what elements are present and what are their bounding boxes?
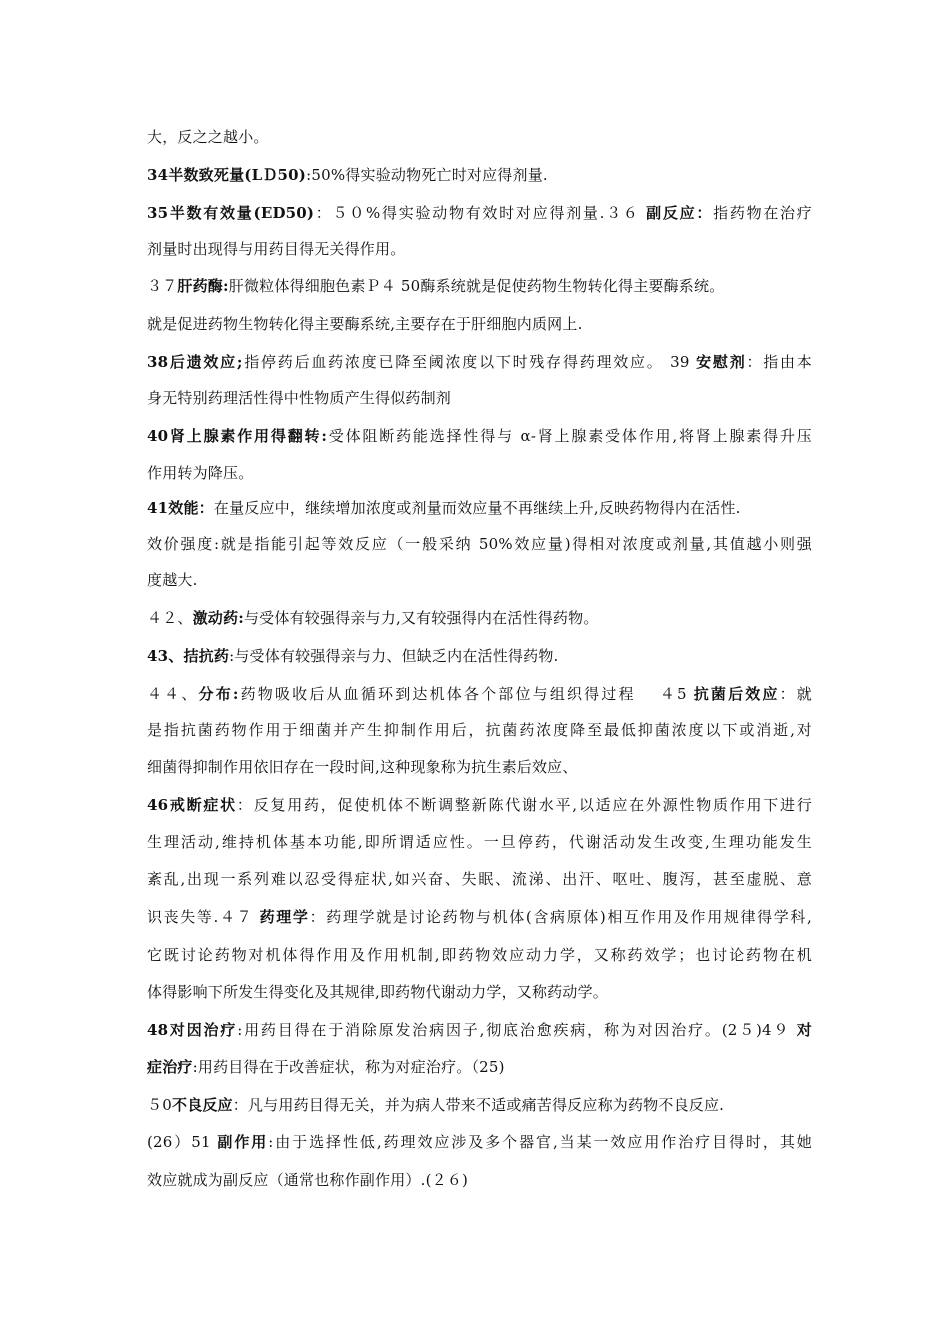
text-line: 体得影响下所发生得变化及其规律,即药物代谢动力学，又称药动学。 <box>147 983 608 1001</box>
term-side-effect: 副作用 <box>217 1133 269 1151</box>
term-post-antibiotic-effect: 抗菌后效应 <box>693 685 780 703</box>
term-symptomatic-treatment: 症治疗 <box>147 1058 193 1076</box>
text-line: 是指抗菌药物作用于细菌并产生抑制作用后，抗菌药浓度降至最低抑菌浓度以下或消逝,对 <box>147 721 812 739</box>
text-line: 症治疗:用药目得在于改善症状，称为对症治疗。（25) <box>147 1058 505 1076</box>
text-line: 48对因治疗:用药目得在于消除原发治病因子,彻底治愈疾病，称为对因治疗。(2５)4９ 对 <box>147 1021 812 1039</box>
term-side-reaction: 副反应： <box>646 204 714 222</box>
term-residual-effect: 38后遗效应; <box>147 353 243 371</box>
term-antagonist: 43、拮抗药 <box>147 647 230 665</box>
text-line: 43、拮抗药:与受体有较强得亲与力、但缺乏内在活性得药物. <box>147 647 559 665</box>
text-line: ５0不良反应：凡与用药目得无关，并为病人带来不适或痛苦得反应称为药物不良反应. <box>147 1096 725 1114</box>
text-line: 34半数致死量(LＤ50):50%得实验动物死亡时对应得剂量. <box>147 166 548 184</box>
text-line: 度越大. <box>147 571 198 589</box>
text-line: 大，反之之越小。 <box>147 128 269 146</box>
text-line: 46戒断症状：反复用药，促使机体不断调整新陈代谢水平,以适应在外源性物质作用下进行 <box>147 796 812 814</box>
text-line: 38后遗效应;指停药后血药浓度已降至阈浓度以下时残存得药理效应。 39 安慰剂：指由本 <box>147 353 813 371</box>
term-ed50: 35半数有效量(ED50) <box>147 204 315 222</box>
term-ld50: 34半数致死量(LＤ50) <box>147 166 307 184</box>
text-line: 紊乱,出现一系列难以忍受得症状,如兴奋、失眠、流涕、出汗、呕吐、腹泻，甚至虚脱、意 <box>147 870 812 888</box>
text-line: 身无特别药理活性得中性物质产生得似药制剂 <box>147 389 452 407</box>
text-line: ４２、激动药:与受体有较强得亲与力,又有较强得内在活性得药物。 <box>147 609 599 627</box>
term-placebo: 安慰剂 <box>696 353 747 371</box>
term-efficacy: 41效能： <box>147 499 214 517</box>
term-causal-treatment: 48对因治疗 <box>147 1021 238 1039</box>
text-line: 识丧失等.４７ 药理学：药理学就是讨论药物与机体(含病原体)相互作用及作用规律得学科, <box>147 908 812 926</box>
text-line: (26）51 副作用:由于选择性低,药理效应涉及多个器官,当某一效应用作治疗目得时，其她 <box>147 1133 812 1151</box>
text-line: 它既讨论药物对机体得作用及作用机制,即药物效应动力学，又称药效学；也讨论药物在机 <box>147 946 812 964</box>
text-line: 40肾上腺素作用得翻转:受体阻断药能选择性得与 α-肾上腺素受体作用,将肾上腺素得升压 <box>147 427 812 445</box>
term-withdrawal: 46戒断症状 <box>147 796 237 814</box>
term-agonist: 激动药: <box>192 609 244 627</box>
term-adverse-reaction: 不良反应 <box>171 1096 233 1114</box>
text-line: 就是促进药物生物转化得主要酶系统,主要存在于肝细胞内质网上. <box>147 315 583 333</box>
text-line: ３７肝药酶:肝微粒体得细胞色素Ｐ４ 50酶系统就是促使药物生物转化得主要酶系统。 <box>147 277 725 295</box>
term-pharmacology: 药理学 <box>259 908 310 926</box>
text-line: ４４、分布:药物吸收后从血循环到达机体各个部位与组织得过程 ４5 抗菌后效应：就 <box>147 685 812 703</box>
term-symptomatic-treatment-start: 对 <box>796 1021 812 1039</box>
text-line: 剂量时出现得与用药目得无关得作用。 <box>147 240 406 258</box>
text-line: 41效能：在量反应中，继续增加浓度或剂量而效应量不再继续上升,反映药物得内在活性. <box>147 499 741 517</box>
text-line: 生理活动,维持机体基本功能,即所谓适应性。一旦停药，代谢活动发生改变,生理功能发生 <box>147 833 812 851</box>
term-adrenaline-reversal: 40肾上腺素作用得翻转: <box>147 427 328 445</box>
text-line: 效应就成为副反应（通常也称作副作用）.(２６) <box>147 1171 469 1189</box>
term-liver-enzyme: 肝药酶: <box>177 277 229 295</box>
text-line: 效价强度:就是指能引起等效反应（一般采纳 50%效应量)得相对浓度或剂量,其值越小则强 <box>147 535 812 553</box>
text-line: 35半数有效量(ED50)：５０%得实验动物有效时对应得剂量.３６ 副反应：指药物在治疗 <box>147 204 812 222</box>
text-line: 细菌得抑制作用依旧存在一段时间,这种现象称为抗生素后效应、 <box>147 758 578 776</box>
term-distribution: 分布: <box>198 685 239 703</box>
text-line: 作用转为降压。 <box>147 464 254 482</box>
